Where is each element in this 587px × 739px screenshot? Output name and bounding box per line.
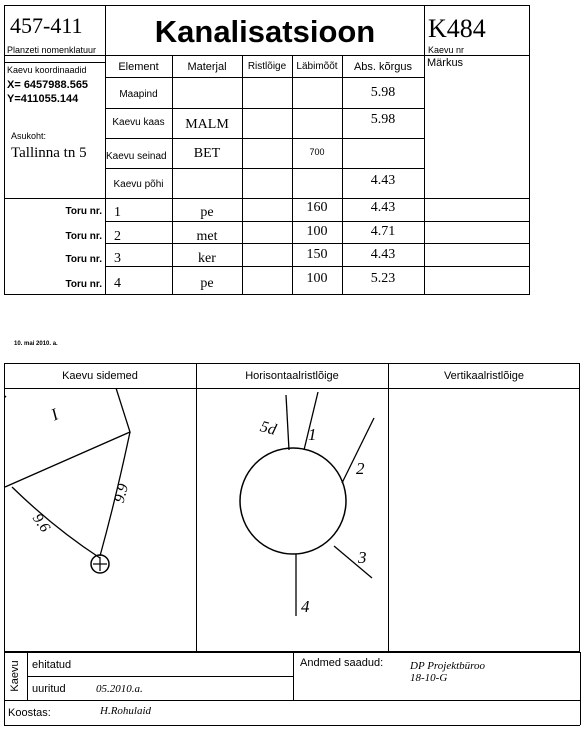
pipe-label-4: 4 — [301, 597, 310, 616]
pipe-diameter: 160 — [306, 200, 328, 215]
divider — [4, 62, 105, 63]
divider — [4, 725, 580, 726]
well-number: K484 — [428, 14, 486, 43]
y-coord: Y=411055.144 — [7, 93, 79, 105]
divider — [580, 652, 581, 725]
document-date: 10. mai 2010. a. — [14, 341, 58, 347]
row-element-ground: Maapind — [119, 89, 158, 100]
column-header-horizontal: Horisontaalristlõige — [245, 370, 339, 382]
row-material-lid: MALM — [185, 117, 229, 132]
divider — [4, 198, 530, 199]
pipe-label: Toru nr. — [65, 279, 102, 290]
x-coord: X= 6457988.565 — [7, 79, 89, 91]
divider — [105, 243, 530, 244]
row-material-walls: BET — [193, 146, 221, 161]
column-header-diameter: Läbimõõt — [296, 61, 338, 72]
pipe-label-2: 2 — [356, 459, 365, 478]
pipe-label: Toru nr. — [65, 231, 102, 242]
pipe-material: met — [196, 229, 218, 244]
divider — [105, 138, 424, 139]
well-number-label: Kaevu nr — [428, 45, 465, 55]
divider — [242, 55, 243, 295]
divider — [4, 652, 5, 725]
divider — [293, 652, 294, 700]
pipe-diameter: 100 — [306, 271, 328, 286]
sketch-line — [5, 388, 130, 487]
row-height-bottom: 4.43 — [370, 173, 396, 188]
pipe-label: Toru nr. — [65, 254, 102, 265]
pipe-nr: 2 — [114, 229, 121, 244]
pipe-nr: 4 — [114, 276, 121, 291]
divider — [105, 55, 530, 56]
data-from-label: Andmed saadud: — [300, 657, 384, 669]
pipe-height: 4.43 — [370, 200, 396, 215]
divider — [424, 5, 425, 295]
surveyed-label: uuritud — [32, 683, 66, 695]
column-header-height: Abs. kõrgus — [353, 61, 413, 73]
column-header-element: Element — [118, 61, 159, 73]
divider — [4, 55, 105, 56]
coords-label: Kaevu koordinaadid — [7, 65, 87, 75]
row-diameter-walls: 700 — [309, 147, 325, 157]
pipe-line — [286, 395, 289, 450]
divider — [105, 108, 424, 109]
pipe-material: pe — [200, 276, 214, 291]
horizontal-section-sketch — [196, 388, 388, 652]
pipe-height: 5.23 — [370, 271, 396, 286]
data-from-value: DP Projektbüroo — [410, 660, 486, 672]
column-header-cross: Ristlõige — [247, 61, 287, 72]
address: Tallinna tn 5 — [11, 145, 87, 161]
section-label: 5d — [258, 418, 279, 439]
pipe-diameter: 100 — [306, 224, 328, 239]
pipe-height: 4.43 — [370, 247, 396, 262]
divider — [4, 700, 580, 701]
sketch-label-mark: I — [48, 404, 62, 425]
column-header-vertical: Vertikaalristlõige — [443, 370, 525, 382]
row-element-walls: Kaevu seinad — [106, 151, 167, 162]
built-label: ehitatud — [32, 659, 72, 671]
sketch-line — [12, 487, 100, 558]
sketch-line — [4, 396, 6, 398]
plan-number: 457-411 — [10, 13, 83, 38]
pipe-material: pe — [200, 205, 214, 220]
pipe-diameter: 150 — [306, 247, 328, 262]
pipe-label-1: 1 — [308, 425, 317, 444]
divider — [105, 168, 424, 169]
divider — [105, 77, 424, 78]
row-height-ground: 5.98 — [370, 85, 396, 100]
well-circle — [240, 448, 346, 554]
surveyed-value: 05.2010.a. — [96, 683, 143, 695]
footer-side-label: Kaevu — [9, 660, 21, 692]
divider — [105, 266, 530, 267]
divider — [4, 652, 580, 653]
plan-number-label: Planzeti nomenklatuur — [7, 45, 97, 55]
address-label: Asukoht: — [11, 131, 47, 141]
pipe-nr: 3 — [114, 251, 121, 266]
sketch-label-distance-a: 9.6 — [28, 510, 53, 536]
pipe-label: Toru nr. — [65, 206, 102, 217]
divider — [105, 221, 530, 222]
row-element-lid: Kaevu kaas — [112, 117, 165, 128]
page-title: Kanalisatsioon — [154, 14, 376, 49]
author-label: Koostas: — [8, 707, 51, 719]
sketch-label-distance-b: 9.9 — [111, 482, 133, 505]
pipe-height: 4.71 — [370, 224, 396, 239]
row-height-lid: 5.98 — [370, 112, 396, 127]
pipe-nr: 1 — [114, 205, 121, 220]
column-header-links: Kaevu sidemed — [62, 370, 138, 382]
column-header-material: Materjal — [187, 61, 227, 73]
data-from-value: 18-10-G — [410, 672, 448, 684]
row-element-bottom: Kaevu põhi — [113, 179, 164, 190]
divider — [388, 363, 389, 652]
pipe-material: ker — [198, 251, 216, 266]
author-value: H.Rohulaid — [100, 705, 152, 717]
pipe-label-3: 3 — [358, 548, 367, 567]
divider — [27, 676, 293, 677]
column-header-remark: Märkus — [427, 57, 464, 69]
